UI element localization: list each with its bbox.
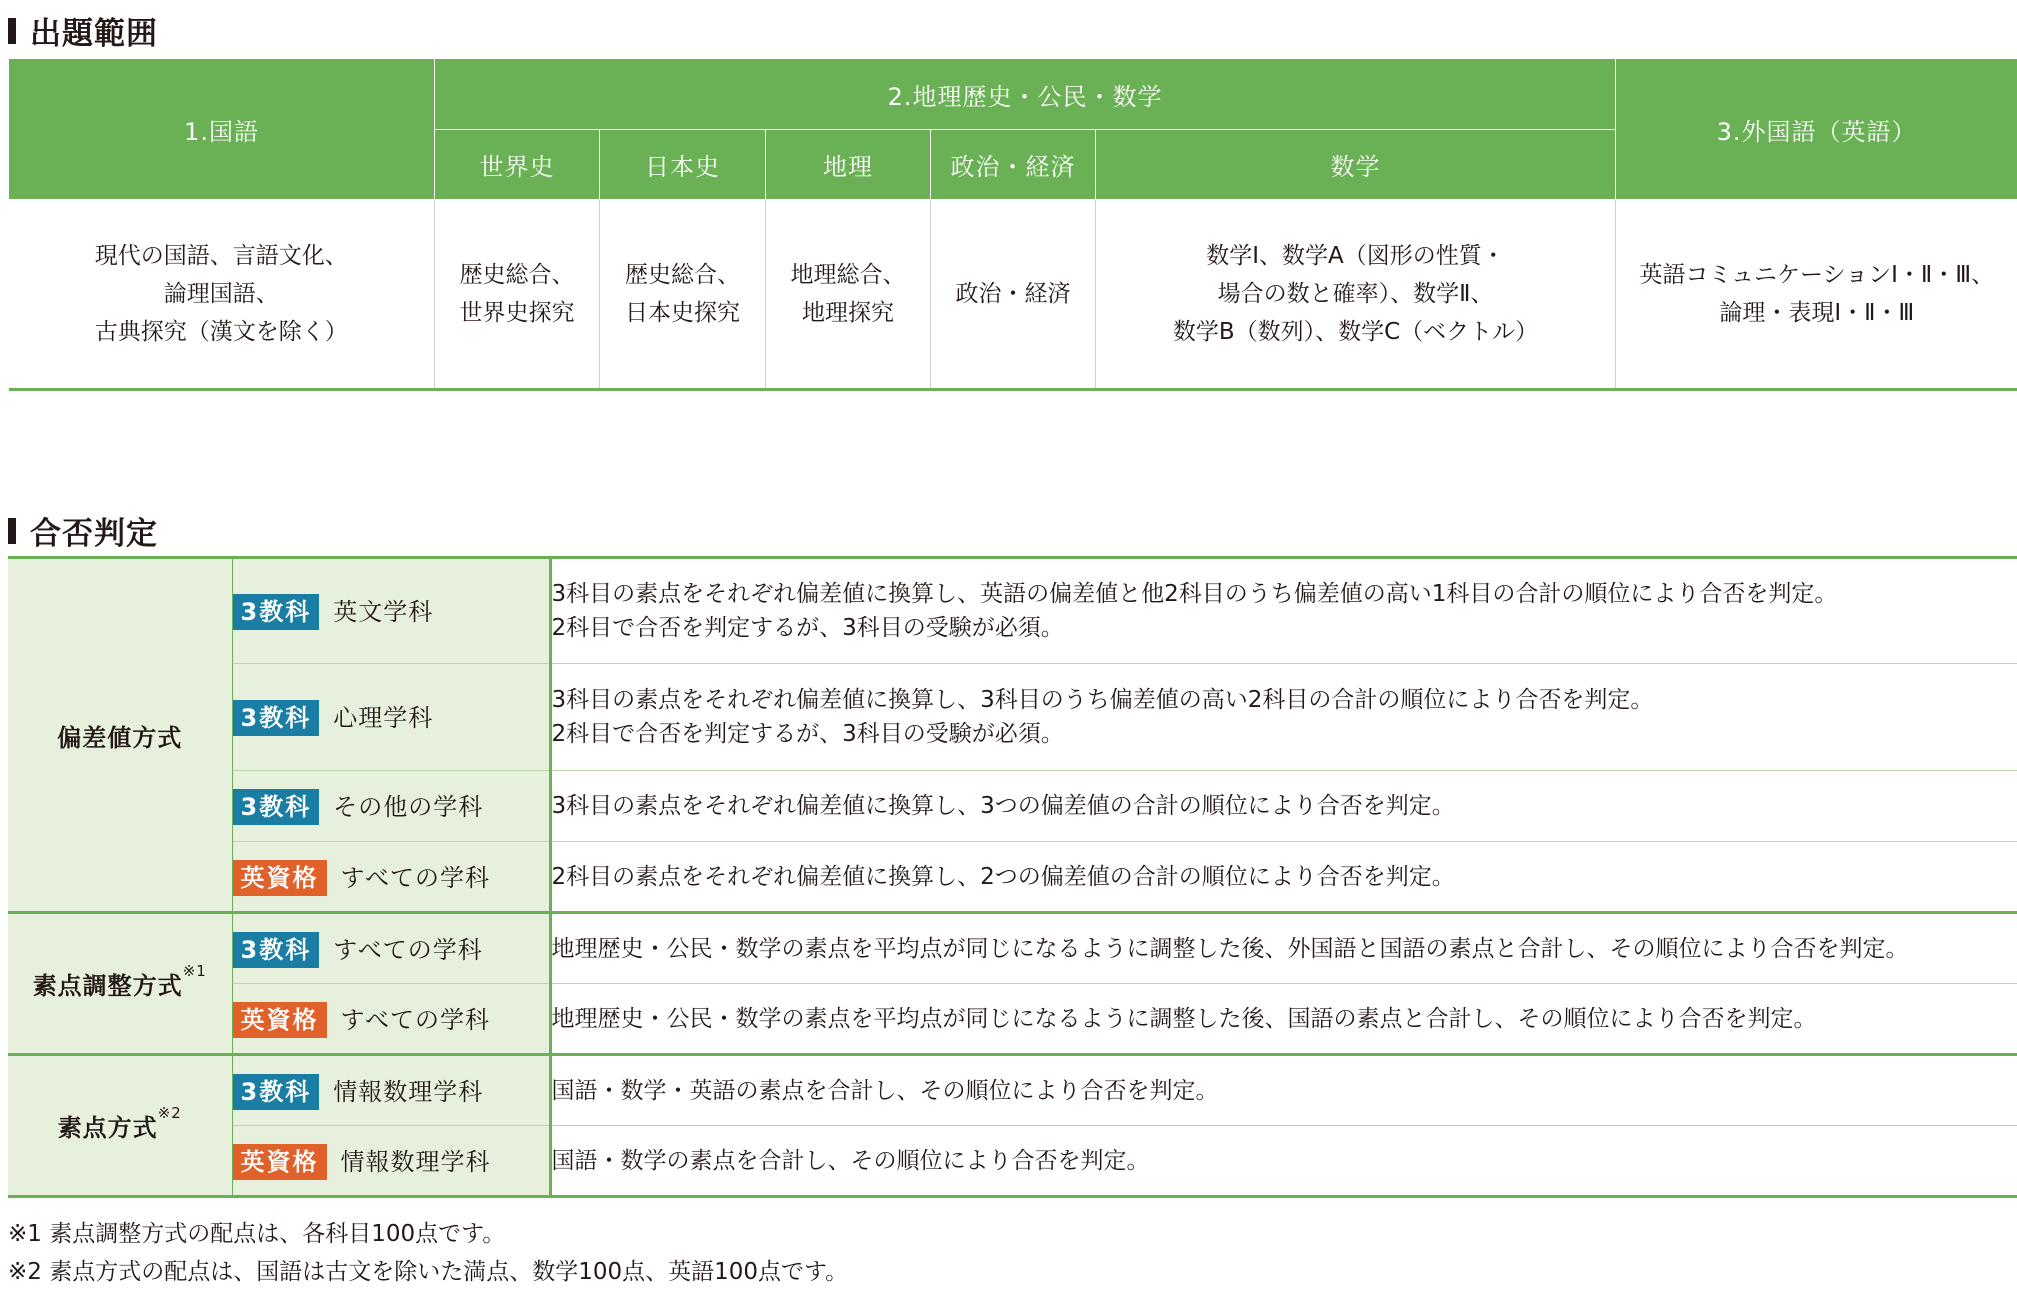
header-social-math: 2.地理歴史・公民・数学: [435, 59, 1616, 130]
method-label: 素点方式: [58, 1114, 158, 1142]
note-marker: ※2: [158, 1104, 182, 1122]
cell-line: 現代の国語、言語文化、: [13, 237, 431, 275]
footnotes: [8, 1215, 848, 1291]
badge-3kyoka: 3教科: [233, 594, 320, 630]
cell-line: 論理国語、: [13, 275, 431, 313]
desc-cell: [550, 1126, 2017, 1197]
cell-world-history: [435, 200, 600, 390]
course-name: 英文学科: [333, 598, 433, 626]
desc-line: 3科目の素点をそれぞれ偏差値に換算し、3つの偏差値の合計の順位により合否を判定。: [552, 789, 2017, 823]
cell-line: 歴史総合、: [604, 256, 761, 294]
desc-line: 国語・数学の素点を合計し、その順位により合否を判定。: [552, 1144, 2017, 1178]
table-row: [8, 558, 2017, 664]
course-name: すべての学科: [341, 1006, 491, 1034]
cell-line: 場合の数と確率）、数学Ⅱ、: [1100, 275, 1611, 313]
cell-line: 地理総合、: [770, 256, 926, 294]
scope-section-title: [8, 8, 158, 53]
course-name: すべての学科: [333, 936, 483, 964]
desc-cell: [550, 842, 2017, 913]
desc-line: 3科目の素点をそれぞれ偏差値に換算し、3科目のうち偏差値の高い2科目の合計の順位により合否を判定。: [552, 683, 2017, 717]
table-row: [8, 842, 2017, 913]
header-math: 数学: [1096, 130, 1616, 200]
desc-cell: [550, 771, 2017, 842]
course-cell: [232, 771, 550, 842]
cell-line: 世界史探究: [439, 294, 595, 332]
course-cell: [232, 1126, 550, 1197]
cell-geography: [766, 200, 931, 390]
desc-line: 2科目の素点をそれぞれ偏差値に換算し、2つの偏差値の合計の順位により合否を判定。: [552, 860, 2017, 894]
course-name: 情報数理学科: [333, 1078, 483, 1106]
badge-eishikaku: 英資格: [233, 860, 327, 896]
table-row: [8, 771, 2017, 842]
desc-line: 2科目で合否を判定するが、3科目の受験が必須。: [552, 717, 2017, 751]
desc-cell: [550, 913, 2017, 984]
cell-line: 政治・経済: [935, 275, 1091, 313]
course-name: すべての学科: [341, 864, 491, 892]
method-deviation: [8, 558, 232, 913]
cell-line: 地理探究: [770, 294, 926, 332]
table-row: [8, 1126, 2017, 1197]
cell-line: 歴史総合、: [439, 256, 595, 294]
judge-table: [8, 556, 2017, 1198]
desc-cell: [550, 558, 2017, 664]
cell-line: 日本史探究: [604, 294, 761, 332]
title-bar-icon: [8, 518, 16, 544]
course-cell: [232, 913, 550, 984]
desc-cell: [550, 1055, 2017, 1126]
course-name: 情報数理学科: [341, 1148, 491, 1176]
cell-japanese: [9, 200, 435, 390]
method-label: 素点調整方式: [33, 972, 183, 1000]
table-row: [8, 984, 2017, 1055]
cell-english: [1616, 200, 2017, 390]
header-geography: 地理: [766, 130, 931, 200]
table-row: [8, 1055, 2017, 1126]
badge-3kyoka: 3教科: [233, 789, 320, 825]
footnote-1: ※1 素点調整方式の配点は、各科目100点です。: [8, 1215, 848, 1253]
course-cell: [232, 1055, 550, 1126]
badge-eishikaku: 英資格: [233, 1144, 327, 1180]
method-adjusted: [8, 913, 232, 1055]
badge-3kyoka: 3教科: [233, 700, 320, 736]
judge-title-text: 合否判定: [30, 508, 158, 553]
footnote-2: ※2 素点方式の配点は、国語は古文を除いた満点、数学100点、英語100点です。: [8, 1253, 848, 1291]
desc-cell: [550, 984, 2017, 1055]
course-name: その他の学科: [333, 793, 483, 821]
cell-japanese-history: [600, 200, 766, 390]
cell-line: 数学Ⅰ、数学A（図形の性質・: [1100, 237, 1611, 275]
header-japanese: 1.国語: [9, 59, 435, 200]
course-cell: [232, 558, 550, 664]
method-raw: [8, 1055, 232, 1197]
cell-politics: [931, 200, 1096, 390]
header-japanese-history: 日本史: [600, 130, 766, 200]
header-politics: 政治・経済: [931, 130, 1096, 200]
badge-3kyoka: 3教科: [233, 1074, 320, 1110]
cell-line: 論理・表現Ⅰ・Ⅱ・Ⅲ: [1620, 294, 2014, 332]
cell-math: [1096, 200, 1616, 390]
desc-line: 国語・数学・英語の素点を合計し、その順位により合否を判定。: [552, 1074, 2017, 1108]
course-cell: [232, 664, 550, 771]
scope-title-text: 出題範囲: [30, 8, 158, 53]
table-row: [8, 664, 2017, 771]
header-foreign: 3.外国語（英語）: [1616, 59, 2017, 200]
judge-section-title: [8, 508, 158, 553]
course-cell: [232, 984, 550, 1055]
table-row: [8, 913, 2017, 984]
cell-line: 英語コミュニケーションⅠ・Ⅱ・Ⅲ、: [1620, 256, 2014, 294]
badge-3kyoka: 3教科: [233, 932, 320, 968]
desc-cell: [550, 664, 2017, 771]
desc-line: 地理歴史・公民・数学の素点を平均点が同じになるように調整した後、外国語と国語の素点と合計し、その順位により合否を判定。: [552, 932, 2017, 966]
title-bar-icon: [8, 18, 16, 44]
desc-line: 2科目で合否を判定するが、3科目の受験が必須。: [552, 611, 2017, 645]
cell-line: 数学B（数列）、数学C（ベクトル）: [1100, 313, 1611, 351]
cell-line: 古典探究（漢文を除く）: [13, 313, 431, 351]
method-label: 偏差値方式: [57, 724, 182, 752]
course-name: 心理学科: [333, 704, 433, 732]
note-marker: ※1: [183, 962, 207, 980]
desc-line: 3科目の素点をそれぞれ偏差値に換算し、英語の偏差値と他2科目のうち偏差値の高い1科目の合計の順位により合否を判定。: [552, 577, 2017, 611]
header-world-history: 世界史: [435, 130, 600, 200]
scope-table: [8, 58, 2017, 391]
badge-eishikaku: 英資格: [233, 1002, 327, 1038]
course-cell: [232, 842, 550, 913]
desc-line: 地理歴史・公民・数学の素点を平均点が同じになるように調整した後、国語の素点と合計し、その順位により合否を判定。: [552, 1002, 2017, 1036]
